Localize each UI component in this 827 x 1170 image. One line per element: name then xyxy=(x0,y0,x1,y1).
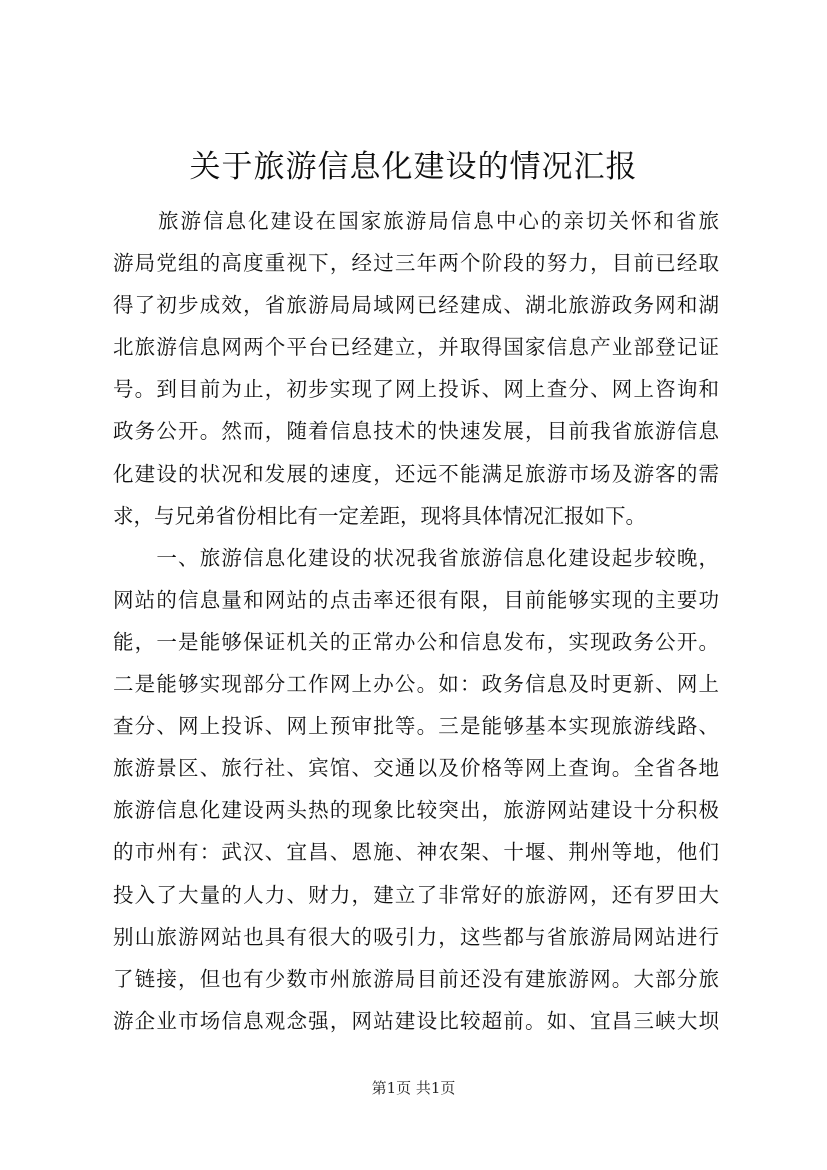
document-body xyxy=(113,200,719,1042)
paragraph-line: 一、旅游信息化建设的状况我省旅游信息化建设起步较晚， xyxy=(113,545,719,570)
paragraph-line: 得了初步成效，省旅游局局域网已经建成、湖北旅游政务网和湖 xyxy=(113,293,719,318)
paragraph-line: 旅游信息化建设在国家旅游局信息中心的亲切关怀和省旅 xyxy=(113,209,719,233)
paragraph-line: 政务公开。然而，随着信息技术的快速发展，目前我省旅游信息 xyxy=(113,419,719,444)
paragraph-line: 北旅游信息网两个平台已经建立，并取得国家信息产业部登记证 xyxy=(113,335,719,360)
paragraph-line: 了链接，但也有少数市州旅游局目前还没有建旅游网。大部分旅 xyxy=(113,966,719,991)
paragraph-line: 旅游信息化建设两头热的现象比较突出，旅游网站建设十分积极 xyxy=(113,798,719,823)
page-number-footer: 第1页 共1页 xyxy=(371,1079,456,1097)
document-title: 关于旅游信息化建设的情况汇报 xyxy=(189,149,638,185)
paragraph-line: 旅游景区、旅行社、宾馆、交通以及价格等网上查询。全省各地 xyxy=(113,756,719,781)
paragraph-line: 网站的信息量和网站的点击率还很有限，目前能够实现的主要功 xyxy=(113,587,719,612)
paragraph-line: 号。到目前为止，初步实现了网上投诉、网上查分、网上咨询和 xyxy=(113,377,719,402)
paragraph-line: 别山旅游网站也具有很大的吸引力，这些都与省旅游局网站进行 xyxy=(113,924,719,949)
paragraph-line: 能，一是能够保证机关的正常办公和信息发布，实现政务公开。 xyxy=(113,629,719,654)
paragraph-line: 游局党组的高度重视下，经过三年两个阶段的努力，目前已经取 xyxy=(113,251,719,276)
paragraph-line: 化建设的状况和发展的速度，还远不能满足旅游市场及游客的需 xyxy=(113,461,719,486)
paragraph-line: 的市州有：武汉、宜昌、恩施、神农架、十堰、荆州等地，他们 xyxy=(113,840,719,865)
paragraph-line: 游企业市场信息观念强，网站建设比较超前。如、宜昌三峡大坝 xyxy=(113,1008,719,1033)
paragraph-line: 查分、网上投诉、网上预审批等。三是能够基本实现旅游线路、 xyxy=(113,714,719,739)
paragraph-line: 二是能够实现部分工作网上办公。如：政务信息及时更新、网上 xyxy=(113,672,719,697)
paragraph-line: 投入了大量的人力、财力，建立了非常好的旅游网，还有罗田大 xyxy=(113,882,719,907)
paragraph-line: 求，与兄弟省份相比有一定差距，现将具体情况汇报如下。 xyxy=(113,503,646,528)
